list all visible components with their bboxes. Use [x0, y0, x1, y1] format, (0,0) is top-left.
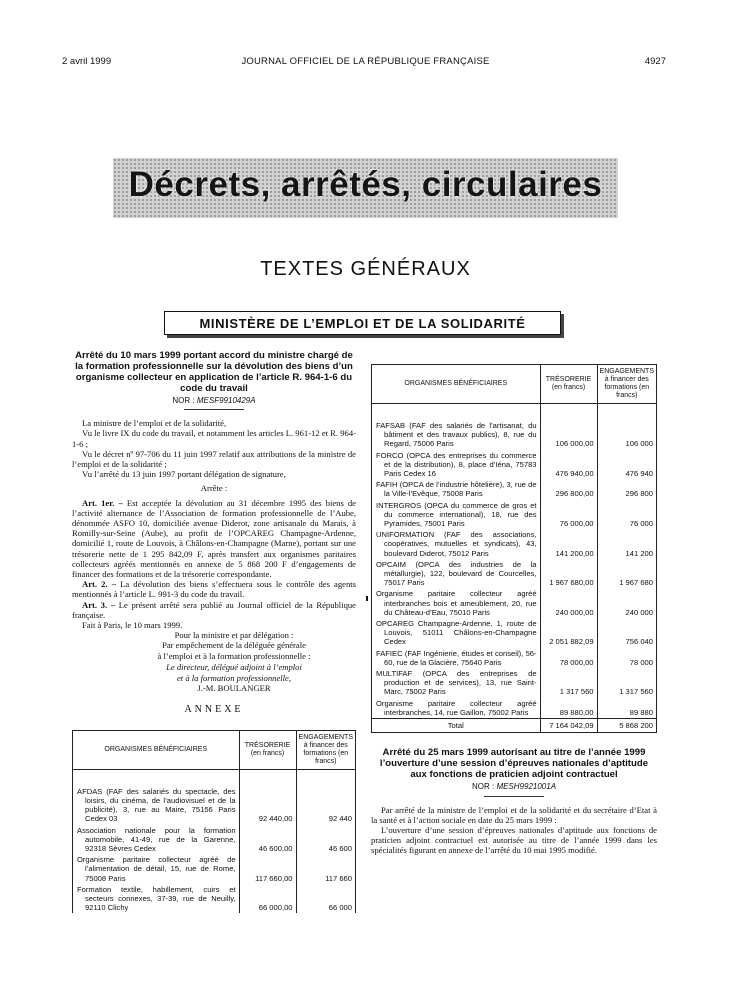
org-name	[73, 825, 240, 855]
engagements-value: 46 600	[296, 825, 355, 855]
article2-para: L’ouverture d’une session d’épreuves nationales d’aptitude aux fonctions de praticien adjoint contractuel est autorisée au titre de l’année 1999 dans les spécialités figurant en annexe de l’arrêté du 10 mai 1995 modifié.	[371, 824, 657, 856]
art2-label: Art. 2. –	[82, 579, 116, 590]
tresorerie-value: 92 440,00	[239, 786, 296, 825]
annexe-table-right	[371, 364, 657, 733]
table-row	[372, 450, 657, 480]
art2-text: La dévolution des biens s’effectuera sous le contrôle des agents mentionnés à l’article L. 991-3 du code du travail.	[72, 579, 356, 600]
signature-line: et à la formation professionnelle,	[176, 673, 292, 684]
org-name-text: Organisme paritaire collecteur agréé interbranches bois et ameublement, 20, rue du Château-d’Eau, 75010 Paris	[376, 589, 537, 617]
signature-line: Le directeur, délégué adjoint à l’emploi	[166, 661, 302, 672]
annexe-title: ANNEXE	[184, 704, 244, 716]
tresorerie-value: 117 660,00	[239, 854, 296, 884]
org-name	[372, 450, 541, 480]
ministry-label: MINISTÈRE DE L’EMPLOI ET DE LA SOLIDARITÉ	[199, 315, 526, 331]
table-row	[372, 698, 657, 719]
engagements-value: 1 317 560	[597, 668, 656, 698]
separator-rule	[484, 796, 544, 797]
org-name	[372, 618, 541, 648]
section-title: TEXTES GÉNÉRAUX	[260, 258, 471, 280]
engagements-value: 296 800	[597, 479, 656, 499]
org-name-text: Organisme paritaire collecteur agréé interbranches, 14, rue Gaillon, 75002 Paris	[376, 698, 537, 717]
header-page-number: 4927	[644, 56, 666, 67]
article2-para: Par arrêté de la ministre de l’emploi et de la solidarité et du secrétaire d’Etat à la santé et à l’action sociale en date du 25 mars 1999 :	[371, 804, 657, 825]
org-name-text: Association nationale pour la formation automobile, 41-49, rue de la Garenne, 92318 Sèvres Cedex	[77, 825, 236, 853]
article1-title: Arrêté du 10 mars 1999 portant accord du ministre chargé de la formation professionnelle sur la dévolution des biens d’un organisme collecteur en application de l’article R. 964-1-6 du code du travail	[75, 350, 353, 394]
article1-art2	[72, 579, 356, 599]
table-row	[372, 559, 657, 589]
col-header-org: ORGANISMES BÉNÉFICIAIRES	[372, 365, 541, 404]
article2-nor-label: NOR :	[471, 782, 495, 792]
tresorerie-value: 2 051 882,09	[540, 618, 597, 648]
engagements-value: 141 200	[597, 529, 656, 559]
engagements-value: 76 000	[597, 500, 656, 530]
org-name-text: Organisme paritaire collecteur agréé de l’alimentation de détail, 15, rue de Rome, 75008 Paris	[77, 855, 236, 883]
table-row	[372, 500, 657, 530]
column-fold-mark	[366, 596, 368, 601]
annexe-table-left	[72, 730, 356, 914]
org-name	[372, 479, 541, 499]
org-name-text: AFDAS (FAF des salariés du spectacle, des loisirs, du cinéma, de l’audiovisuel et de la publicité), 3, rue au Maire, 75156 Paris Cedex 03	[77, 786, 236, 824]
table-row	[73, 825, 356, 855]
table-row	[372, 479, 657, 499]
engagements-value: 117 660	[296, 854, 355, 884]
article1-nor-code: MESF9910429A	[196, 396, 256, 405]
tresorerie-value: 46 600,00	[239, 825, 296, 855]
engagements-value: 106 000	[597, 420, 656, 450]
article1-arrete: Arrête :	[200, 483, 228, 494]
engagements-value: 756 040	[597, 618, 656, 648]
tresorerie-value: 106 000,00	[540, 420, 597, 450]
table-row	[73, 884, 356, 914]
engagements-value: 1 967 680	[597, 559, 656, 589]
col-header-engagements: ENGAGEMENTS à financer des formations (en francs)	[597, 365, 656, 404]
table-row	[372, 529, 657, 559]
col-header-tresorerie: TRÉSORERIE (en francs)	[540, 365, 597, 404]
tresorerie-value: 240 000,00	[540, 588, 597, 618]
table-row	[73, 854, 356, 884]
col-header-engagements: ENGAGEMENTS à financer des formations (en francs)	[296, 730, 355, 769]
table-row	[73, 786, 356, 825]
org-name-text: FORCO (OPCA des entreprises du commerce et de la distribution), 8, place d’Iéna, 75783 Paris Cedex 16	[376, 450, 537, 479]
table-right-body	[372, 404, 657, 719]
tresorerie-value: 1 317 560	[540, 668, 597, 698]
article2-title: Arrêté du 25 mars 1999 autorisant au titre de l’année 1999 l’ouverture d’une session d’épreuves nationales d’aptitude aux fonctions de praticien adjoint contractuel	[379, 747, 649, 781]
org-name	[73, 884, 240, 914]
engagements-value: 240 000	[597, 588, 656, 618]
art3-label: Art. 3. –	[82, 599, 116, 610]
art3-text: Le présent arrêté sera publié au Journal officiel de la République française.	[72, 599, 356, 620]
article1-nor	[72, 396, 356, 406]
header-date: 2 avril 1999	[62, 56, 112, 67]
tresorerie-value: 1 967 680,00	[540, 559, 597, 589]
tresorerie-value: 66 000,00	[239, 884, 296, 914]
art1-label: Art. 1er. –	[82, 497, 123, 508]
engagements-value: 89 880	[597, 698, 656, 719]
engagements-value: 78 000	[597, 648, 656, 668]
org-name-text: Formation textile, habillement, cuirs et secteurs connexes, 37-39, rue de Neuilly, 92110 Clichy	[77, 884, 236, 913]
col-header-tresorerie: TRÉSORERIE (en francs)	[239, 730, 296, 769]
signature-name: J.-M. BOULANGER	[197, 683, 271, 694]
org-name-text: OPCAREG Champagne-Ardenne, 1, route de Louvois, 51011 Châlons-en-Champagne Cedex	[376, 619, 537, 647]
org-name	[372, 588, 541, 618]
ministry-heading	[164, 311, 561, 335]
total-engagements: 5 868 200	[597, 719, 656, 733]
engagements-value: 92 440	[296, 786, 355, 825]
art1-text: Est acceptée la dévolution au 31 décembre 1995 des biens de l’activité alternance de l’Association de formation professionnelle de l’Aube, dénommée ASFO 10, domiciliée avenue Diderot, zone artisanale du Marais, à Romilly-sur-Seine (Aube), au profit de l’OPCAREG Champagne-Ardenne, domicilié 1, route de Louvois, à Châlons-en-Champagne (Marne), portant sur une trésorerie nette de 1 295 842,09 F, après transfert aux organismes paritaires collecteurs agréés mentionnés en annexe de 5 868 200 F d’engagements de financer des formations et de la trésorerie correspondante.	[72, 497, 356, 580]
org-name-text: INTERGROS (OPCA du commerce de gros et du commerce international), 18, rue des Pyramides, 75001 Paris	[376, 500, 537, 529]
engagements-value: 476 940	[597, 450, 656, 480]
table-row	[372, 668, 657, 698]
org-name-text: MULTIFAF (OPCA des entreprises de production et de services), 13, rue Saint-Marc, 75002 Paris	[376, 669, 537, 697]
table-row	[372, 648, 657, 668]
article1-art3	[72, 600, 356, 620]
engagements-value: 66 000	[296, 884, 355, 914]
org-name	[73, 854, 240, 884]
tresorerie-value: 76 000,00	[540, 500, 597, 530]
article1-para: La ministre de l’emploi et de la solidarité,	[82, 418, 227, 429]
org-name	[372, 500, 541, 530]
org-name	[372, 698, 541, 719]
org-name	[372, 648, 541, 668]
col-header-org: ORGANISMES BÉNÉFICIAIRES	[73, 730, 240, 769]
signature-line: Par empêchement de la déléguée générale	[162, 640, 306, 651]
org-name-text: UNIFORMATION (FAF des associations, coopératives, mutuelles et syndicats), 43, boulevard Diderot, 75012 Paris	[376, 530, 537, 558]
article2-nor-code: MESH9921001A	[496, 782, 557, 792]
article1-fait: Fait à Paris, le 10 mars 1999.	[82, 620, 183, 631]
article1-para: Vu l’arrêté du 13 juin 1997 portant délégation de signature,	[82, 469, 286, 480]
article1-para: Vu le livre IX du code du travail, et notamment les articles L. 961-12 et R. 964-1-6 ;	[72, 428, 356, 449]
org-name	[372, 559, 541, 589]
tresorerie-value: 78 000,00	[540, 648, 597, 668]
org-name	[372, 529, 541, 559]
org-name-text: FAFIH (OPCA de l’industrie hôtelière), 3, rue de la Ville-l’Evêque, 75008 Paris	[376, 480, 537, 499]
article1-para: Vu le décret nº 97-706 du 11 juin 1997 relatif aux attributions de la ministre de l’emploi et de la solidarité ;	[72, 448, 356, 470]
article1-art1	[72, 498, 356, 580]
right-column	[371, 364, 657, 856]
org-name-text: OPCAIM (OPCA des industries de la métallurgie), 122, boulevard de Courcelles, 75017 Paris	[376, 559, 537, 588]
org-name-text: FAFIEC (FAF Ingénierie, études et conseil), 56-60, rue de la Glacière, 75640 Paris	[376, 648, 537, 667]
left-column	[72, 350, 356, 913]
separator-rule	[184, 409, 244, 410]
banner-title: Décrets, arrêtés, circulaires	[128, 165, 603, 204]
org-name	[73, 786, 240, 825]
tresorerie-value: 296 800,00	[540, 479, 597, 499]
table-row	[372, 618, 657, 648]
table-row	[372, 588, 657, 618]
article2-nor	[371, 782, 657, 792]
table-left-body	[73, 769, 356, 913]
signature-line: à l’emploi et à la formation professionnelle :	[157, 650, 311, 661]
signature-line: Pour la ministre et par délégation :	[174, 630, 294, 641]
header-journal-title: JOURNAL OFFICIEL DE LA RÉPUBLIQUE FRANÇAISE	[241, 56, 490, 67]
total-label: Total	[372, 719, 541, 733]
table-total-row	[372, 719, 657, 733]
tresorerie-value: 476 940,00	[540, 450, 597, 480]
tresorerie-value: 89 880,00	[540, 698, 597, 719]
total-tresorerie: 7 164 042,09	[540, 719, 597, 733]
org-name-text: FAFSAB (FAF des salariés de l’artisanat, du bâtiment et des travaux publics), 8, rue du Regard, 75006 Paris	[376, 421, 537, 449]
org-name	[372, 668, 541, 698]
tresorerie-value: 141 200,00	[540, 529, 597, 559]
article1-nor-label: NOR :	[172, 396, 195, 405]
org-name	[372, 420, 541, 450]
table-row	[372, 420, 657, 450]
